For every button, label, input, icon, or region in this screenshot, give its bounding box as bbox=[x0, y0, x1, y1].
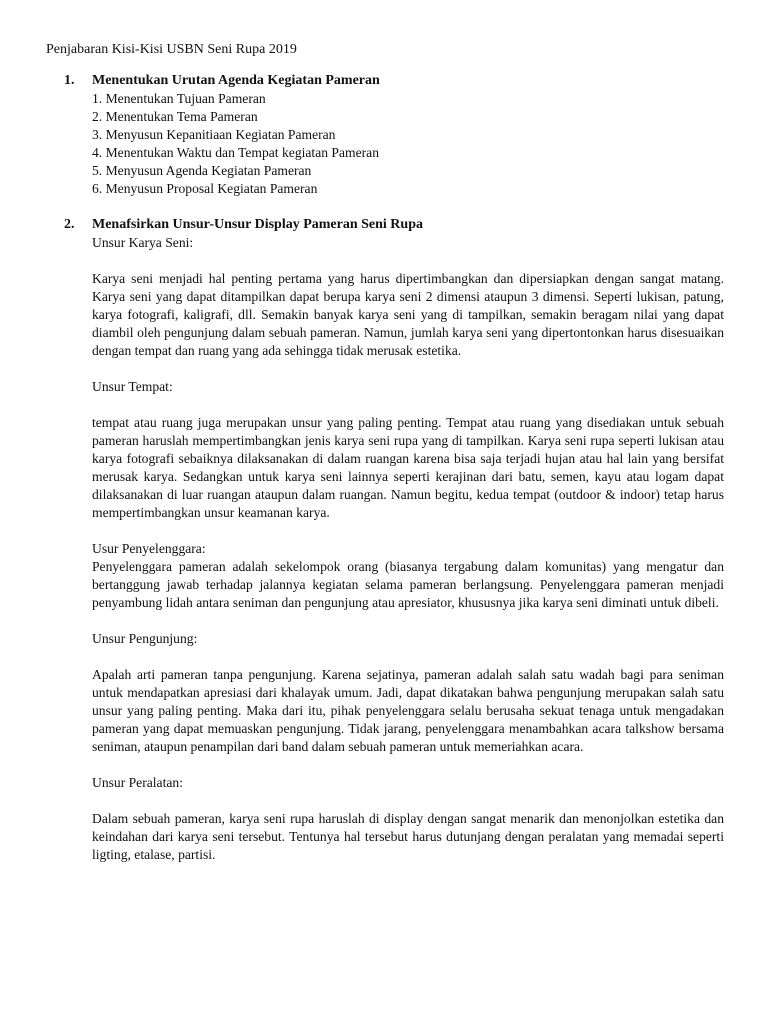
section-heading bbox=[64, 216, 724, 234]
subsection-label-penyelenggara: Usur Penyelenggara: bbox=[92, 541, 206, 556]
list-item: 5. Menyusun Agenda Kegiatan Pameran bbox=[92, 163, 312, 178]
list-item: 2. Menentukan Tema Pameran bbox=[92, 109, 258, 124]
paragraph-karya: Karya seni menjadi hal penting pertama yang harus dipertimbangkan dan dipersiapkan dengan sangat matang. Karya seni yang dapat ditampilkan dapat berupa karya seni 2 dimensi ataupun 3 dimensi. Seperti lukisan, patung, karya fotografi, kaligrafi, dll. Semakin banyak karya seni yang di tampilkan, semakin beragam nilai yang dapat diambil oleh pengunjung dalam sebuah pameran. Namun, jumlah karya seni yang dipertontonkan harus disesuaikan dengan tempat dan ruang yang ada sehingga tidak merusak estetika. bbox=[92, 271, 724, 358]
paragraph-peralatan: Dalam sebuah pameran, karya seni rupa haruslah di display dengan sangat menarik dan menonjolkan estetika dan keindahan dari karya seni tersebut. Tentunya hal tersebut harus dutunjang dengan peralatan yang memadai seperti ligting, etalase, partisi. bbox=[92, 811, 724, 862]
subsection-label-pengunjung: Unsur Pengunjung: bbox=[92, 631, 198, 646]
list-item: 1. Menentukan Tujuan Pameran bbox=[92, 91, 266, 106]
section-agenda bbox=[64, 72, 724, 198]
subsection-label-peralatan: Unsur Peralatan: bbox=[92, 775, 183, 790]
paragraph-tempat: tempat atau ruang juga merupakan unsur yang paling penting. Tempat atau ruang yang disediakan untuk sebuah pameran haruslah mempertimbangkan jenis karya seni rupa yang di tampilkan. Karya seni rupa seperti lukisan atau karya fotografi sebaiknya dilaksanakan di dalam ruangan karena bisa saja terjadi hujan atau hal lain yang bersifat merusak karya. Sedangkan untuk karya seni lainnya seperti kerajinan dari batu, semen, kayu atau logam dapat dilaksanakan di luar ruangan ataupun dalam ruangan. Namun begitu, kedua tempat (outdoor & indoor) tetap harus mempertimbangkan unsur keamanan karya. bbox=[92, 415, 724, 520]
list-item: 4. Menentukan Waktu dan Tempat kegiatan Pameran bbox=[92, 145, 379, 160]
page-title: Penjabaran Kisi-Kisi USBN Seni Rupa 2019 bbox=[46, 42, 297, 57]
list-item: 6. Menyusun Proposal Kegiatan Pameran bbox=[92, 181, 318, 196]
section-heading bbox=[64, 72, 724, 90]
paragraph-pengunjung: Apalah arti pameran tanpa pengunjung. Karena sejatinya, pameran adalah salah satu wadah bagi para seniman untuk mendapatkan apresiasi dari khalayak umum. Jadi, dapat dikatakan bahwa pengunjung merupakan salah satu unsur yang paling penting. Maka dari itu, pihak penyelenggara selalu berusaha sekuat tenaga untuk mengadakan pameran yang dapat memuaskan pengunjung. Tidak jarang, penyelenggara menambahkan acara talkshow bersama seniman, ataupun penampilan dari band dalam sebuah pameran untuk memeriahkan acara. bbox=[92, 667, 724, 754]
list-item: 3. Menyusun Kepanitiaan Kegiatan Pameran bbox=[92, 127, 336, 142]
section-number: 2. bbox=[64, 217, 75, 232]
agenda-list bbox=[92, 90, 724, 198]
display-body bbox=[92, 234, 724, 864]
subsection-label-tempat: Unsur Tempat: bbox=[92, 379, 173, 394]
section-title: Menafsirkan Unsur-Unsur Display Pameran Seni Rupa bbox=[92, 217, 423, 232]
subsection-label-karya: Unsur Karya Seni: bbox=[92, 235, 194, 250]
section-number: 1. bbox=[64, 73, 75, 88]
paragraph-penyelenggara: Penyelenggara pameran adalah sekelompok orang (biasanya tergabung dalam komunitas) yang mengatur dan bertanggung jawab terhadap jalannya kegiatan selama pameran berlangsung. Penyelenggara pameran menjadi penyambung lidah antara seniman dan pengunjung atau apresiator, khususnya jika karya seni diminati untuk dibeli. bbox=[92, 559, 724, 610]
section-display bbox=[64, 216, 724, 864]
section-title: Menentukan Urutan Agenda Kegiatan Pameran bbox=[92, 73, 380, 88]
